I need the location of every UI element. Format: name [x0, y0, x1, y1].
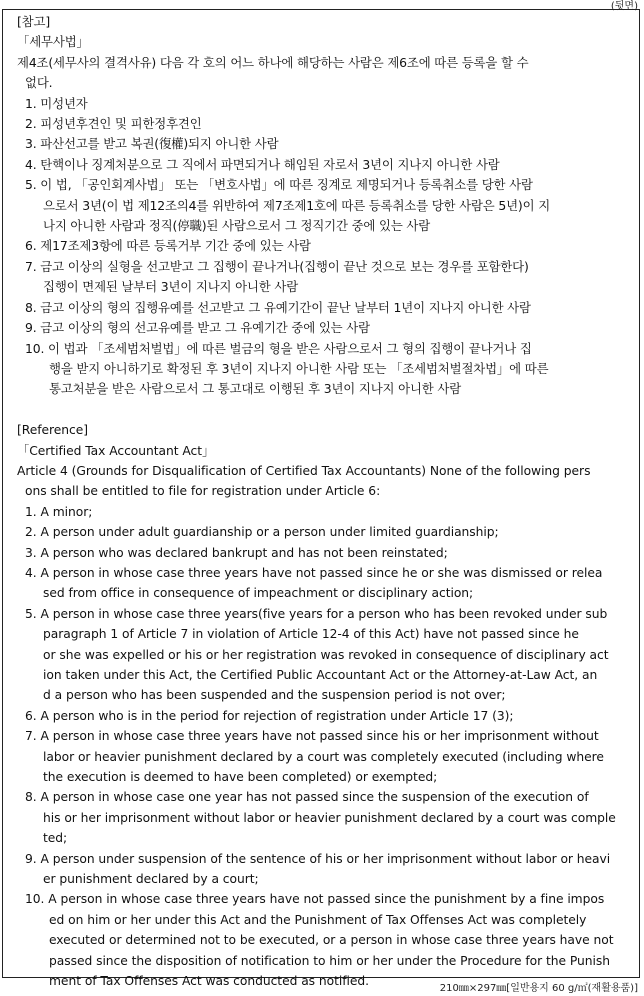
english-list-item: [17, 502, 639, 522]
english-list-item-line: 5. A person in whose case three years(five years for a person who has been revoked under sub: [25, 606, 608, 621]
english-list-item: [17, 726, 639, 787]
korean-list-item: [17, 155, 639, 175]
english-list-item-line: the execution is deemed to have been completed) or exempted;: [43, 770, 438, 785]
english-list-item-line: 8. A person in whose case one year has not passed since the suspension of the execution of: [25, 790, 589, 805]
english-list-item: [17, 849, 639, 890]
english-list-item-line: 1. A minor;: [25, 504, 93, 519]
korean-list-item: [17, 339, 639, 400]
korean-list-item-line: 통고처분을 받은 사람으로서 그 통고대로 이행된 후 3년이 지나지 아니한 사람: [49, 381, 462, 397]
english-article-line-1: Article 4 (Grounds for Disqualification of Certified Tax Accountants) None of the following pers: [17, 463, 591, 478]
korean-list-item-line: 1. 미성년자: [25, 95, 88, 111]
korean-law-title: 「세무사법」: [17, 34, 89, 50]
english-list-item-line: 3. A person who was declared bankrupt and has not been reinstated;: [25, 545, 448, 560]
korean-list-item: [17, 114, 639, 134]
korean-list-item-line: 2. 피성년후견인 및 피한정후견인: [25, 116, 202, 132]
english-list-item-line: executed or determined not to be executed, or a person in whose case three years have not: [49, 933, 614, 948]
korean-items-list: [17, 94, 639, 400]
korean-reference-section: [17, 12, 639, 400]
korean-list-item-line: 7. 금고 이상의 실형을 선고받고 그 집행이 끝나거나(집행이 끝난 것으로 보는 경우를 포함한다): [25, 258, 529, 274]
english-list-item-line: or she was expelled or his or her registration was revoked in consequence of disciplinary act: [43, 647, 609, 662]
korean-list-item-line: 3. 파산선고를 받고 복권(復權)되지 아니한 사람: [25, 136, 279, 152]
korean-list-item: [17, 298, 639, 318]
english-list-item-line: 9. A person under suspension of the sentence of his or her imprisonment without labor or heavi: [25, 851, 611, 866]
english-reference-section: [17, 420, 639, 991]
korean-article-line-2: 없다.: [25, 75, 53, 91]
english-list-item-line: 2. A person under adult guardianship or a person under limited guardianship;: [25, 525, 499, 540]
korean-list-item-line: 10. 이 법과 「조세범처벌법」에 따른 벌금의 형을 받은 사람으로서 그 형의 집행이 끝나거나 집: [25, 340, 532, 356]
korean-list-item: [17, 134, 639, 154]
korean-list-item-line: 5. 이 법, 「공인회계사법」 또는 「변호사법」에 따른 징계로 제명되거나 등록취소를 당한 사람: [25, 177, 533, 193]
korean-list-item-line: 9. 금고 이상의 형의 선고유예를 받고 그 유예기간 중에 있는 사람: [25, 320, 370, 336]
korean-list-item: [17, 236, 639, 256]
english-list-item-line: 4. A person in whose case three years have not passed since he or she was dismissed or relea: [25, 565, 603, 580]
english-list-item-line: labor or heavier punishment declared by a court was completely executed (including where: [43, 749, 604, 764]
english-list-item: [17, 522, 639, 542]
english-list-item: [17, 889, 639, 991]
english-list-item: [17, 563, 639, 604]
english-list-item: [17, 604, 639, 706]
korean-list-item-line: 행을 받지 아니하기로 확정된 후 3년이 지나지 아니한 사람 또는 「조세범처벌절차법」에 따른: [49, 360, 549, 376]
english-list-item-line: 7. A person in whose case three years have not passed since his or her imprisonment without: [25, 729, 599, 744]
english-article-line-2: ons shall be entitled to file for registration under Article 6:: [25, 484, 381, 499]
korean-list-item-line: 으로서 3년(이 법 제12조의4를 위반하여 제7조제1호에 따른 등록취소를 당한 사람은 5년)이 지: [43, 197, 551, 213]
english-list-item-line: sed from office in consequence of impeachment or disciplinary action;: [43, 586, 474, 601]
english-list-item-line: 10. A person in whose case three years have not passed since the punishment by a fine impos: [25, 892, 605, 907]
english-list-item-line: d a person who has been suspended and the suspension period is not over;: [43, 688, 506, 703]
english-law-title: 「Certified Tax Accountant Act」: [17, 443, 215, 458]
english-list-item-line: passed since the disposition of notification to him or her under the Procedure for the Punish: [49, 953, 610, 968]
english-list-item: [17, 787, 639, 848]
korean-heading: [참고]: [17, 14, 51, 29]
korean-list-item-line: 집행이 면제된 날부터 3년이 지나지 아니한 사람: [43, 279, 299, 295]
korean-list-item-line: 8. 금고 이상의 형의 집행유예를 선고받고 그 유예기간이 끝난 날부터 1년이 지나지 아니한 사람: [25, 299, 531, 315]
korean-article-line-1: 제4조(세무사의 결격사유) 다음 각 호의 어느 하나에 해당하는 사람은 제6조에 따른 등록을 할 수: [17, 54, 529, 70]
paper-spec-note: 210㎜×297㎜[일반용지 60 g/㎡(재활용품)]: [439, 983, 638, 994]
korean-list-item: [17, 257, 639, 298]
english-list-item: [17, 706, 639, 726]
english-list-item-line: paragraph 1 of Article 7 in violation of Article 12-4 of this Act) have not passed since he: [43, 627, 579, 642]
english-list-item: [17, 543, 639, 563]
english-list-item-line: 6. A person who is in the period for rejection of registration under Article 17 (3);: [25, 708, 514, 723]
english-list-item-line: ed on him or her under this Act and the Punishment of Tax Offenses Act was completely: [49, 912, 587, 927]
english-list-item-line: er punishment declared by a court;: [43, 872, 259, 887]
english-list-item-line: ion taken under this Act, the Certified Public Accountant Act or the Attorney-at-Law Act, an: [43, 667, 598, 682]
section-gap: [17, 400, 639, 420]
korean-list-item-line: 나지 아니한 사람과 정직(停職)된 사람으로서 그 정직기간 중에 있는 사람: [43, 218, 431, 234]
page-side-note: (뒷면): [610, 1, 638, 12]
english-items-list: [17, 502, 639, 992]
korean-list-item: [17, 318, 639, 338]
english-list-item-line: his or her imprisonment without labor or heavier punishment declared by a court was comple: [43, 810, 616, 825]
korean-list-item-line: 4. 탄핵이나 징계처분으로 그 직에서 파면되거나 해임된 자로서 3년이 지나지 아니한 사람: [25, 156, 500, 172]
english-list-item-line: ted;: [43, 831, 68, 846]
korean-list-item: [17, 94, 639, 114]
english-heading: [Reference]: [17, 423, 88, 438]
korean-list-item: [17, 175, 639, 236]
english-list-item-line: ment of Tax Offenses Act was conducted as notified.: [49, 974, 370, 989]
korean-list-item-line: 6. 제17조제3항에 따른 등록거부 기간 중에 있는 사람: [25, 238, 311, 254]
